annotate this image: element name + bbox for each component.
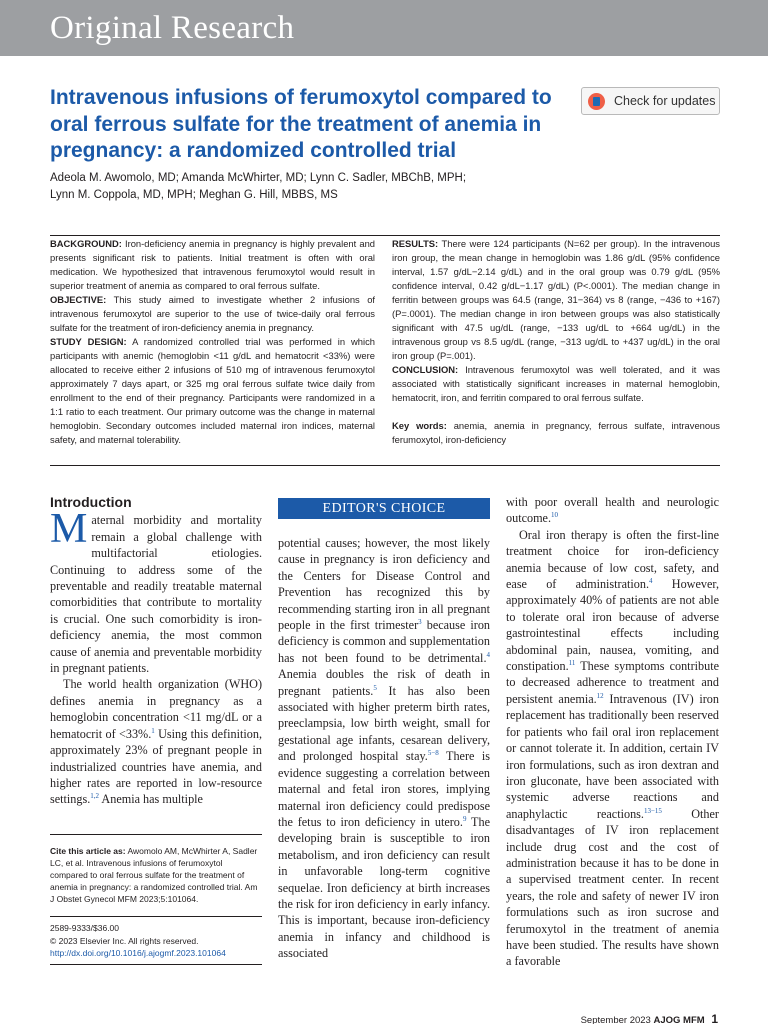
reference-link[interactable]: 1: [151, 726, 155, 735]
citation-box: [50, 834, 262, 905]
drop-cap: M: [50, 506, 88, 553]
body-column-1: [50, 494, 262, 808]
legal-bottom-rule: [50, 964, 262, 965]
page-footer: [581, 1012, 718, 1024]
abstract-keywords: Key words: anemia, anemia in pregnancy, ferrous sulfate, intravenous ferumoxytol, iron-deficiency: [392, 420, 720, 445]
body-column-3: [506, 494, 719, 970]
reference-link[interactable]: 10: [551, 511, 559, 520]
issn-price: 2589-9333/$36.00: [50, 923, 120, 933]
reference-link[interactable]: 12: [596, 691, 604, 700]
abstract-conclusion: CONCLUSION: Intravenous ferumoxytol was well tolerated, and it was associated with statistically significant increases in maternal hemoglobin, hematocrit, iron, and ferritin compared to oral ferrous sulfate.: [392, 364, 720, 403]
reference-link[interactable]: 1,2: [90, 792, 100, 801]
author-list: [50, 170, 520, 204]
issue-date: September 2023: [580, 1015, 651, 1024]
abstract-study-design: STUDY DESIGN: A randomized controlled trial was performed in which participants with anemic (hemoglobin <11 g/dL and hematocrit <33%) were allocated to receive either 2 infusions of 510 mg of intravenous ferumoxytol approximately 7 days apart, or 325 mg oral ferrous sulfate twice daily from enrollment to the end of their pregnancy. Participants were randomized in a 1:1 ratio to each treatment. Our primary outcome was the change in maternal hemoglobin. Secondary outcomes included maternal iron indices, maternal safety, and maternal tolerability.: [50, 336, 375, 445]
citation-label: Cite this article as:: [50, 846, 126, 856]
abstract-bottom-rule: [50, 465, 720, 466]
citation-text: Awomolo AM, McWhirter A, Sadler LC, et al. Intravenous infusions of ferumoxytol compared to oral ferrous sulfate for the treatment of anemia in pregnancy: a randomized controlled trial. Am J Obstet Gynecol MFM 2023;5:101064.: [50, 846, 258, 904]
journal-name: AJOG MFM: [653, 1015, 705, 1024]
reference-link[interactable]: 9: [462, 814, 467, 823]
intro-paragraph-2: The world health organization (WHO) defines anemia in pregnancy as a hemoglobin concentration <11 mg/dL or a hematocrit of <33%.$^1$ Using this definition, approximately 23% of pregnant people in industrialized countries have anemia, and higher rates are reported in low-resource settings.$^{1,2}$ Anemia has multiple: [50, 677, 262, 807]
body-column-2: [278, 498, 490, 962]
abstract-background: BACKGROUND: Iron-deficiency anemia in pregnancy is highly prevalent and presents significant risk to patients. Initial treatment is often with oral medication. We hypothesized that intravenous ferumoxytol would result in superior treatment of anemia as compared to oral ferrous sulfate.: [50, 238, 375, 291]
authors-line-1: Adeola M. Awomolo, MD; Amanda McWhirter, MD; Lynn C. Sadler, MBChB, MPH;: [50, 172, 467, 184]
section-label: Original Research: [50, 10, 295, 46]
abstract-top-rule: [50, 235, 720, 236]
check-for-updates-button[interactable]: [581, 87, 720, 115]
editors-choice-badge: EDITOR'S CHOICE: [278, 498, 490, 519]
abstract-objective: OBJECTIVE: This study aimed to investigate whether 2 infusions of intravenous ferumoxytol are superior to the use of twice-daily oral ferrous sulfate for the treatment of iron-deficiency anemia in pregnancy.: [50, 294, 376, 333]
doi-link[interactable]: http://dx.doi.org/10.1016/j.ajogmf.2023.101064: [50, 948, 226, 958]
legal-info: [50, 916, 262, 960]
section-banner: [0, 0, 768, 56]
copyright-line: © 2023 Elsevier Inc. All rights reserved.: [50, 935, 199, 946]
reference-link[interactable]: 11: [568, 659, 576, 667]
reference-link[interactable]: 3: [418, 617, 422, 626]
page-number: 1: [711, 1012, 718, 1024]
reference-link[interactable]: 5−8: [427, 749, 439, 758]
reference-link[interactable]: 13−15: [643, 806, 662, 815]
check-for-updates-label: Check for updates: [614, 94, 716, 108]
introduction-heading: Introduction: [50, 494, 132, 510]
reference-link[interactable]: 4: [649, 576, 653, 585]
abstract-left-column: [50, 237, 375, 447]
article-title: Intravenous infusions of ferumoxytol compared to oral ferrous sulfate for the treatment of anemia in pregnancy: a randomized controlled trial: [50, 86, 552, 162]
abstract-right-column: [392, 237, 720, 447]
column-3-paragraph-1: with poor overall health and neurologic outcome.$^{10}$: [506, 495, 719, 526]
reference-link[interactable]: 4: [486, 650, 490, 659]
bookmark-icon: [588, 93, 605, 110]
intro-paragraph-1: Maternal morbidity and mortality remain a global challenge with multifactorial etiologies. Continuing to address some of the preventable and readily treatable maternal comorbidities that contribute to mortality is crucial. One such comorbidity is iron-deficiency anemia, the most common cause of anemia and preventable morbidity in pregnant patients.: [50, 506, 262, 676]
column-2-paragraph: potential causes; however, the most likely cause in pregnancy is iron deficiency and the Centers for Disease Control and Prevention has recognized this by recommending starting iron in all pregnant people in the first trimester$^3$ because iron deficiency is common and supplementation has not been found to be detrimental.$^4$ Anemia doubles the risk of death in pregnant patients.$^5$ It has also been associated with higher preterm birth rates, preeclampsia, low birth weight, small for gestational age infants, cesarean delivery, and prolonged hospital stay.$^{5-8}$ There is evidence suggesting a correlation between maternal and fetal iron stores, implying maternal iron deficiency could predispose the fetus to iron deficiency in utero.$^9$ The developing brain is susceptible to iron metabolism, and iron deficiency can result in unfavorable long-term cognitive sequelae. Iron deficiency at birth increases the risk for iron deficiency in early infancy. This is important, because iron-deficiency anemia in infancy and childhood is associated: [278, 536, 491, 961]
column-3-paragraph-2: Oral iron therapy is often the first-line treatment choice for iron-deficiency anemia because of low cost, safety, and ease of administration.$^4$ However, approximately 40% of patients are not able to tolerate oral iron because of adverse gastrointestinal effects including abdominal pain, nausea, vomiting, and constipation.$^{11}$ These symptoms contribute to decreased adherence to treatment and persistent anemia.$^{12}$ Intravenous (IV) iron replacement has traditionally been reserved for patients who fail oral iron replacement or cannot tolerate it. In addition, certain IV iron formulations, such as iron dextran and iron gluconate, have been associated with systemic adverse reactions and anaphylactic reactions.$^{13-15}$ Other disadvantages of IV iron replacement include drug cost and the cost of administration because it has to be done in a supervised treatment center. In recent years, the role and safety of newer IV iron formulations such as iron sucrose and ferumoxytol in the treatment of anemia have been studied. The results have shown a favorable: [506, 527, 720, 969]
authors-line-2: Lynn M. Coppola, MD, MPH; Meghan G. Hill, MBBS, MS: [50, 189, 338, 201]
reference-link[interactable]: 5: [373, 683, 377, 692]
abstract-results: RESULTS: There were 124 participants (N=62 per group). In the intravenous iron group, the mean change in hemoglobin was 1.86 g/dL (95% confidence interval, 1.57 g/dL−2.14 g/dL) and in the oral group was 0.79 g/dL (95% confidence interval, 0.42 g/dL−1.17 g/dL) (P<.0001). The median change in ferritin between groups was 64.5 (range, 31−364) vs 8 (range, −436 to +167) (P=.0001). The median change in iron between groups was also statistically significant with 47.5 ug/dL (range, −133 ug/dL to +664 ug/dL) in the intravenous group vs 8.5 ug/dL (range, −313 ug/dL to +437 ug/dL) in the oral iron group (P=.001).: [392, 238, 720, 361]
